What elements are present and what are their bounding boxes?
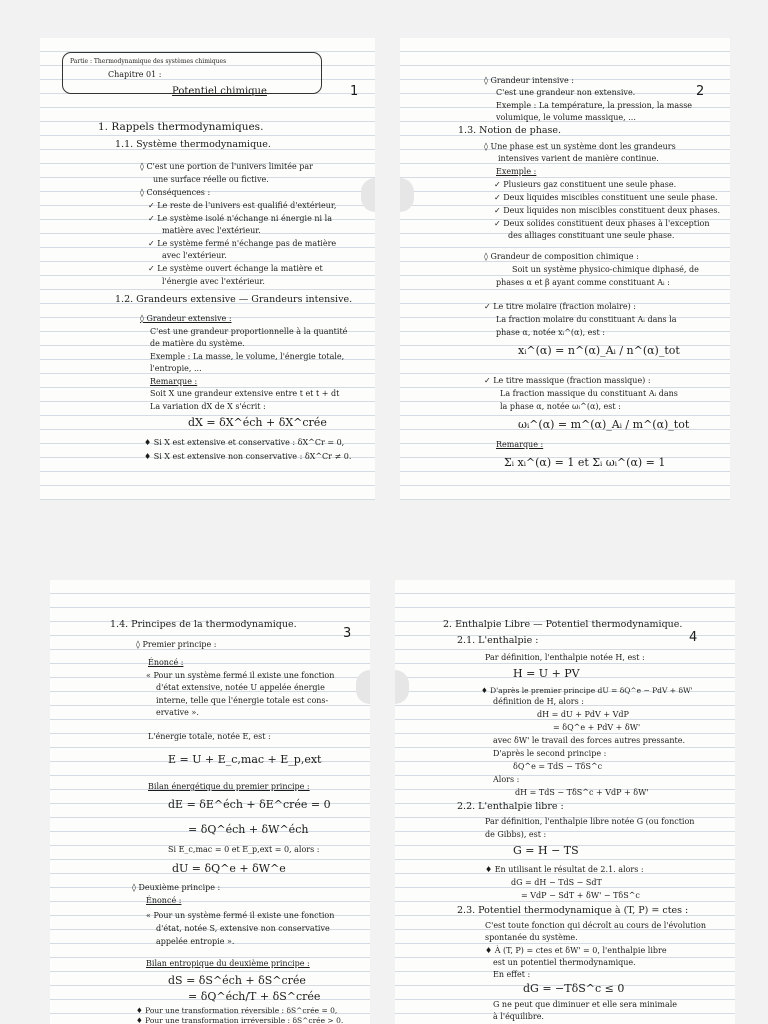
text-line: ✓ Le reste de l'univers est qualifié d'extérieur, xyxy=(148,201,337,210)
text-line: ◊ Conséquences : xyxy=(140,188,211,197)
header-small: Partie : Thermodynamique des systèmes chimiques xyxy=(70,58,227,65)
page-title: Potentiel chimique xyxy=(172,86,267,97)
text-line: est un potentiel thermodynamique. xyxy=(493,958,636,967)
text-line: appelée entropie ». xyxy=(156,937,235,946)
equation: = VdP − SdT + δW' − TδS^c xyxy=(521,891,640,900)
equation: = δQ^éch/T + δS^crée xyxy=(188,990,321,1003)
text-line: avec l'extérieur. xyxy=(162,251,227,260)
page-number: 4 xyxy=(689,630,698,645)
text-line: phases α et β ayant comme constituant Aᵢ : xyxy=(496,278,670,287)
page-number: 3 xyxy=(343,626,352,641)
equation: dG = −TδS^c ≤ 0 xyxy=(523,982,625,995)
text-line: ♦ Si X est extensive et conservative : δX^Cr = 0, xyxy=(144,438,345,447)
text-line: ✓ Le titre massique (fraction massique) : xyxy=(484,376,651,385)
text-line: ♦ Si X est extensive non conservative : δX^Cr ≠ 0. xyxy=(144,452,352,461)
text-line: à l'équilibre. xyxy=(493,1012,544,1021)
text-line: ♦ Pour une transformation irréversible : δS^crée > 0. xyxy=(136,1016,344,1024)
equation: dH = TdS − TδS^c + VdP + δW' xyxy=(515,788,649,797)
section-heading: 1. Rappels thermodynamiques. xyxy=(98,121,264,133)
text-line: « Pour un système fermé il existe une fonction xyxy=(146,671,335,680)
text-line: l'entropie, ... xyxy=(150,364,202,373)
equation: dG = dH − TdS − SdT xyxy=(511,878,602,887)
text-line: ♦ Pour une transformation réversible : δS^crée = 0, xyxy=(136,1006,338,1015)
text-line: Exemple : La température, la pression, la masse xyxy=(496,101,693,110)
text-line: La fraction massique du constituant Aᵢ dans xyxy=(500,389,678,398)
text-line: ♦ D'après le premier principe dU = δQ^e − PdV + δW' xyxy=(481,686,693,695)
page-notch xyxy=(361,178,375,212)
equation: dS = δS^éch + δS^crée xyxy=(168,974,306,987)
text-line: La fraction molaire du constituant Aᵢ dans la xyxy=(496,315,677,324)
text-line: Par définition, l'enthalpie notée H, est : xyxy=(485,653,645,662)
text-line: Alors : xyxy=(493,775,520,784)
text-line: volumique, le volume massique, ... xyxy=(496,113,636,122)
text-line: G ne peut que diminuer et elle sera minimale xyxy=(493,1000,678,1009)
notebook-page-4 xyxy=(395,580,735,1024)
text-line: des alliages constituant une seule phase. xyxy=(508,231,675,240)
page-notch xyxy=(356,670,370,704)
equation: E = U + E_c,mac + E_p,ext xyxy=(168,753,322,766)
text-line: ♦ À (T, P) = ctes et δW' = 0, l'enthalpie libre xyxy=(485,946,667,955)
text-line: « Pour un système fermé il existe une fonction xyxy=(146,911,335,920)
text-line: Exemple : xyxy=(496,167,537,176)
text-line: Bilan énergétique du premier principe : xyxy=(148,782,310,791)
subsection-heading: 2.3. Potentiel thermodynamique à (T, P) = ctes : xyxy=(457,905,689,916)
page-notch xyxy=(395,670,409,704)
notebook-page-1 xyxy=(40,38,375,500)
text-line: ◊ Une phase est un système dont les grandeurs xyxy=(484,142,676,151)
text-line: Bilan entropique du deuxième principe : xyxy=(146,959,310,968)
text-line: Énoncé : xyxy=(148,658,184,667)
text-line: ✓ Le système isolé n'échange ni énergie ni la xyxy=(148,214,332,223)
text-line: ✓ Deux liquides non miscibles constituent deux phases. xyxy=(494,206,721,215)
text-line: avec δW' le travail des forces autres pressante. xyxy=(493,736,686,745)
section-heading: 2. Enthalpie Libre — Potentiel thermodynamique. xyxy=(443,619,683,630)
text-line: d'état, notée S, extensive non conservative xyxy=(156,924,330,933)
text-line: ♦ En utilisant le résultat de 2.1. alors : xyxy=(485,865,644,874)
equation: dH = dU + PdV + VdP xyxy=(537,710,629,719)
equation: δQ^e = TdS − TδS^c xyxy=(513,762,603,771)
text-line: C'est une grandeur non extensive. xyxy=(496,88,636,97)
text-line: ◊ Premier principe : xyxy=(136,640,217,649)
text-line: En effet : xyxy=(493,970,531,979)
text-line: La variation dX de X s'écrit : xyxy=(150,402,266,411)
text-line: phase α, notée xᵢ^(α), est : xyxy=(496,328,605,337)
text-line: Exemple : La masse, le volume, l'énergie totale, xyxy=(150,352,345,361)
equation: G = H − TS xyxy=(513,844,579,857)
text-line: Énoncé : xyxy=(146,896,182,905)
text-line: l'énergie avec l'extérieur. xyxy=(162,277,265,286)
page-notch xyxy=(400,178,414,212)
subsection-heading: 2.1. L'enthalpie : xyxy=(457,635,539,646)
text-line: D'après le second principe : xyxy=(493,749,607,758)
text-line: L'énergie totale, notée E, est : xyxy=(148,732,271,741)
text-line: Soit X une grandeur extensive entre t et t + dt xyxy=(150,389,340,398)
text-line: d'état extensive, notée U appelée énergie xyxy=(156,683,325,692)
subsection-heading: 1.2. Grandeurs extensive — Grandeurs intensive. xyxy=(115,294,353,305)
equation: = δQ^e + PdV + δW' xyxy=(553,723,641,732)
text-line: ◊ Grandeur intensive : xyxy=(484,76,574,85)
notebook-page-2 xyxy=(400,38,730,500)
text-line: ◊ C'est une portion de l'univers limitée par xyxy=(140,162,313,171)
text-line: ✓ Deux solides constituent deux phases à l'exception xyxy=(494,219,710,228)
text-line: Remarque : xyxy=(496,440,544,449)
text-line: ✓ Plusieurs gaz constituent une seule phase. xyxy=(494,180,677,189)
text-line: Remarque : xyxy=(150,377,198,386)
text-line: la phase α, notée ωᵢ^(α), est : xyxy=(500,402,621,411)
subsection-heading: 1.3. Notion de phase. xyxy=(458,125,561,136)
text-line: spontanée du système. xyxy=(485,933,578,942)
equation: dU = δQ^e + δW^e xyxy=(172,862,286,875)
page-number: 2 xyxy=(696,84,705,99)
text-line: ◊ Deuxième principe : xyxy=(132,883,221,892)
text-line: C'est une grandeur proportionnelle à la quantité xyxy=(150,327,348,336)
chapter-label: Chapitre 01 : xyxy=(108,70,162,79)
text-line: ervative ». xyxy=(156,708,199,717)
text-line: Par définition, l'enthalpie libre notée G (ou fonction xyxy=(485,817,695,826)
text-line: Si E_c,mac = 0 et E_p,ext = 0, alors : xyxy=(168,845,320,854)
text-line: ◊ Grandeur extensive : xyxy=(140,314,232,323)
text-line: définition de H, alors : xyxy=(493,697,584,706)
equation: dE = δE^éch + δE^crée = 0 xyxy=(168,798,331,811)
text-line: ✓ Le système ouvert échange la matière et xyxy=(148,264,323,273)
notebook-page-3 xyxy=(50,580,370,1024)
text-line: C'est toute fonction qui décroît au cours de l'évolution xyxy=(485,921,707,930)
text-line: interne, telle que l'énergie totale est cons- xyxy=(156,696,329,705)
equation: Σᵢ xᵢ^(α) = 1 et Σᵢ ωᵢ^(α) = 1 xyxy=(504,456,666,469)
text-line: intensives varient de manière continue. xyxy=(498,154,659,163)
text-line: ✓ Deux liquides miscibles constituent une seule phase. xyxy=(494,193,718,202)
text-line: ◊ Grandeur de composition chimique : xyxy=(484,252,639,261)
text-line: de matière du système. xyxy=(150,339,245,348)
equation: ωᵢ^(α) = m^(α)_Aᵢ / m^(α)_tot xyxy=(518,418,690,431)
text-line: de Gibbs), est : xyxy=(485,830,547,839)
text-line: Soit un système physico-chimique diphasé, de xyxy=(512,265,699,274)
text-line: matière avec l'extérieur. xyxy=(162,226,261,235)
text-line: ✓ Le système fermé n'échange pas de matière xyxy=(148,239,337,248)
equation: xᵢ^(α) = n^(α)_Aᵢ / n^(α)_tot xyxy=(518,344,680,357)
equation: H = U + PV xyxy=(513,667,580,680)
subsection-heading: 1.1. Système thermodynamique. xyxy=(115,139,271,150)
subsection-heading: 2.2. L'enthalpie libre : xyxy=(457,801,564,812)
page-number: 1 xyxy=(350,84,359,99)
text-line: ✓ Le titre molaire (fraction molaire) : xyxy=(484,302,636,311)
text-line: une surface réelle ou fictive. xyxy=(153,175,269,184)
equation: = δQ^éch + δW^éch xyxy=(188,823,309,836)
subsection-heading: 1.4. Principes de la thermodynamique. xyxy=(110,619,297,630)
equation: dX = δX^éch + δX^crée xyxy=(188,416,327,429)
